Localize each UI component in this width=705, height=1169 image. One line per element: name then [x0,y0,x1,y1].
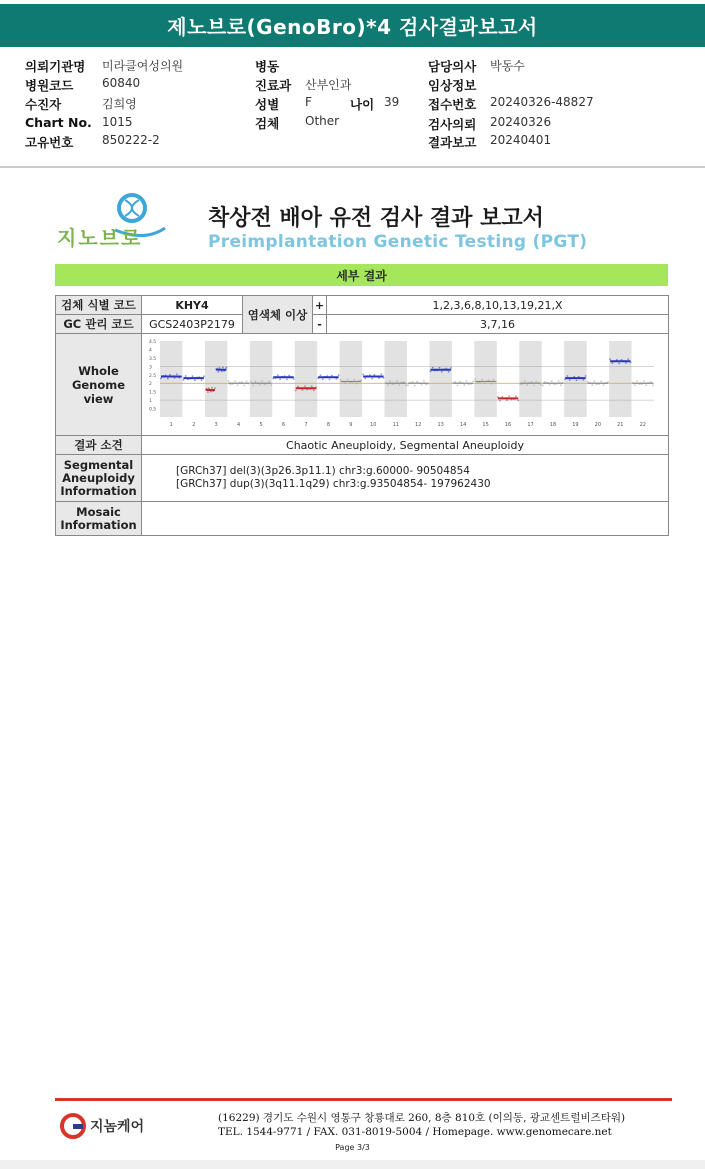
data-point [176,373,178,375]
info-label: 고유번호 [25,135,74,150]
data-point [183,379,185,381]
data-point [225,367,227,369]
data-point [618,363,620,365]
data-point [540,384,542,386]
data-point [506,399,508,401]
x-tick-label: 4 [236,422,241,428]
info-label: 임상정보 [428,78,477,93]
data-point [302,389,304,391]
mosaic-label: Mosaic Information [56,502,142,536]
loss-chromosomes: 3,7,16 [327,315,669,334]
data-point [364,377,366,379]
data-point [423,380,425,382]
x-tick-label: 12 [415,422,422,428]
data-point [331,375,333,377]
data-point [169,374,171,376]
data-point [430,371,432,373]
sample-id-label: 검체 식별 코드 [56,296,142,315]
info-value: 20240326-48827 [490,95,594,109]
x-tick-label: 3 [214,422,218,428]
info-value: 39 [384,95,400,109]
finding-value: Chaotic Aneuploidy, Segmental Aneuploidy [142,436,669,455]
info-value: 김희영 [102,97,137,111]
data-point [320,374,322,376]
data-point [493,379,495,381]
data-point [508,395,510,397]
x-tick-label: 15 [482,422,489,428]
data-point [625,362,627,364]
info-label: 수진자 [25,97,62,112]
data-point [380,373,382,375]
data-point [636,380,638,382]
data-point [582,379,584,381]
data-point [450,367,452,369]
segmental-line-2: [GRCh37] dup(3)(3q11.1q29) chr3:g.93504854- 197962430 [176,478,491,490]
data-point [650,381,652,383]
data-point [340,379,342,381]
x-tick-label: 18 [549,422,557,428]
data-point [412,381,414,383]
data-point [295,390,297,392]
data-point [201,379,203,381]
data-point [252,385,254,387]
data-point [558,380,560,382]
chrom-band [250,341,272,417]
company-contact: TEL. 1544-9771 / FAX. 031-8019-5004 / Homepage. www.genomecare.net [218,1126,612,1138]
x-tick-label: 6 [281,422,286,428]
data-point [227,380,229,382]
data-point [344,382,346,384]
data-point [407,384,409,386]
header-divider [0,166,705,168]
data-point [457,385,459,387]
data-point [304,385,306,387]
page-number: Page 3/3 [335,1143,370,1152]
data-point [609,358,611,360]
info-value: 1015 [102,115,133,129]
data-point [250,381,252,383]
data-point [567,375,569,377]
y-tick-label: 0.5 [149,407,157,413]
data-point [549,384,551,386]
data-point [378,377,380,379]
data-point [560,384,562,386]
segmental-line-1: [GRCh37] del(3)(3p26.3p11.1) chr3:g.60000- 90504854 [176,465,470,477]
x-tick-label: 17 [527,422,534,428]
genomecare-logo [60,1113,144,1139]
data-point [347,378,349,380]
chrom-band [429,341,451,417]
data-point [524,380,526,382]
data-point [208,387,210,389]
data-point [459,381,461,383]
data-point [261,380,263,382]
data-point [481,379,483,381]
data-point [270,384,272,386]
data-point [222,367,224,369]
data-point [405,384,407,386]
info-label: 검체 [255,116,280,131]
data-point [214,387,216,389]
info-value: F [305,95,312,109]
x-tick-label: 21 [617,422,624,428]
segmental-info [142,455,669,502]
data-point [544,381,546,383]
x-tick-label: 13 [437,422,444,428]
data-point [398,384,400,386]
data-point [207,391,209,393]
x-tick-label: 5 [259,422,263,428]
data-point [533,385,535,387]
data-point [542,385,544,387]
data-point [237,384,239,386]
info-label: Chart No. [25,115,92,130]
x-tick-label: 19 [572,422,579,428]
x-tick-label: 8 [326,422,331,428]
footer-address-block [218,1111,625,1139]
y-tick-label: 1 [149,399,152,405]
data-point [396,380,398,382]
mosaic-value [142,502,669,536]
data-point [607,381,609,383]
chrom-band [160,341,182,417]
y-tick-label: 3 [149,365,152,371]
logo-text: 지노브로 [57,226,143,250]
footer-divider [55,1098,672,1101]
x-tick-label: 2 [192,422,196,428]
data-point [432,367,434,369]
data-point [634,384,636,386]
data-point [353,379,355,381]
info-label: 병동 [255,59,280,74]
data-point [254,381,256,383]
x-tick-label: 11 [392,422,399,428]
data-point [414,385,416,387]
data-point [356,383,358,385]
data-point [194,379,196,381]
data-point [645,384,647,386]
data-point [329,379,331,381]
info-value: Other [305,114,340,128]
y-tick-label: 1.5 [149,390,157,396]
chrom-band [340,341,362,417]
x-tick-label: 7 [304,422,308,428]
data-point [603,384,605,386]
data-point [517,400,519,402]
x-tick-label: 9 [349,422,353,428]
info-label: 나이 [350,97,375,112]
info-value: 20240326 [490,115,552,129]
info-value: 20240401 [490,133,552,147]
y-tick-label: 2 [149,382,152,388]
data-point [448,371,450,373]
chrom-band [295,341,317,417]
data-point [600,380,602,382]
data-point [474,379,476,381]
y-tick-label: 4 [149,348,152,354]
data-point [421,384,423,386]
data-point [535,381,537,383]
info-label: 의뢰기관명 [25,59,86,74]
genome-chart [148,337,662,429]
info-value: 박동수 [490,59,525,73]
info-label: 담당의사 [428,59,477,74]
chrom-band [385,341,407,417]
data-point [371,378,373,380]
info-label: 병원코드 [25,78,74,93]
data-point [338,374,340,376]
data-point [264,384,266,386]
data-point [490,383,492,385]
data-point [374,374,376,376]
x-tick-label: 14 [459,422,467,428]
x-tick-label: 1 [169,422,173,428]
y-tick-label: 3.5 [149,356,157,362]
results-table [55,295,669,536]
info-value: 산부인과 [305,78,352,92]
data-point [441,371,443,373]
data-point [652,385,654,387]
data-point [585,375,587,377]
patient-info-block [0,52,705,166]
y-tick-label: 4.5 [149,340,157,345]
data-point [387,384,389,386]
data-point [286,379,288,381]
data-point [211,387,213,389]
gc-code-label: GC 관리 코드 [56,315,142,334]
sample-id-value: KHY4 [142,296,243,315]
genome-view-label: Whole Genome view [56,334,142,436]
company-address: (16229) 경기도 수원시 영통구 창룡대로 260, 8층 810호 (이의동, 광교센트럴비즈타워) [218,1112,626,1124]
x-tick-label: 10 [370,422,377,428]
data-point [594,380,596,382]
genome-view-cell [142,334,669,436]
data-point [466,380,468,382]
info-value: 60840 [102,76,141,90]
info-label: 검사의뢰 [428,117,477,132]
info-label: 접수번호 [428,97,477,112]
data-point [526,384,528,386]
data-point [246,381,248,383]
company-name: 지놈케어 [90,1119,145,1135]
abnormal-label: 염색체 이상 [243,296,313,334]
info-value: 미라클여성의원 [102,59,184,73]
x-tick-label: 20 [594,422,602,428]
gain-chromosomes: 1,2,3,6,8,10,13,19,21,X [327,296,669,315]
info-label: 성별 [255,97,280,112]
data-point [311,385,313,387]
data-point [192,375,194,377]
segmental-label: Segmental Aneuploidy Information [56,455,142,502]
report-header-title: 제노브로(GenoBro)*4 검사결과보고서 [0,4,705,47]
data-point [259,384,261,386]
loss-sign: - [313,315,327,334]
data-point [389,380,391,382]
data-point [627,358,629,360]
finding-label: 결과 소견 [56,436,142,455]
data-point [167,378,169,380]
data-point [515,396,517,398]
report-title-en: Preimplantation Genetic Testing (PGT) [208,232,588,252]
data-point [472,380,474,382]
data-point [234,380,236,382]
data-point [499,400,501,402]
data-point [463,384,465,386]
data-point [218,371,220,373]
info-value: 850222-2 [102,133,160,147]
data-point [569,379,571,381]
gc-code-value: GCS2403P2179 [142,315,243,334]
data-point [488,379,490,381]
data-point [288,375,290,377]
data-point [243,384,245,386]
y-tick-label: 2.5 [149,373,157,379]
data-point [279,378,281,380]
x-tick-label: 22 [639,422,646,428]
info-label: 진료과 [255,78,292,93]
section-header: 세부 결과 [55,264,668,286]
data-point [484,383,486,385]
data-point [643,380,645,382]
data-point [362,373,364,375]
data-point [454,381,456,383]
data-point [416,381,418,383]
chrom-band [609,341,631,417]
data-point [322,378,324,380]
data-point [313,389,315,391]
data-point [611,362,613,364]
gain-sign: + [313,296,327,315]
data-point [268,380,270,382]
data-point [587,381,589,383]
report-title-ko: 착상전 배아 유전 검사 결과 보고서 [208,206,544,231]
data-point [277,374,279,376]
chrom-band [205,341,227,417]
data-point [185,375,187,377]
data-point [591,384,593,386]
chrom-band [519,341,541,417]
data-point [439,367,441,369]
info-label: 결과보고 [428,135,477,150]
data-point [219,367,221,369]
data-point [203,375,205,377]
x-tick-label: 16 [504,422,512,428]
data-point [531,381,533,383]
data-point [551,380,553,382]
genobro-logo [55,192,170,254]
data-point [576,379,578,381]
data-point [160,378,162,380]
genomecare-g-icon [60,1113,86,1139]
